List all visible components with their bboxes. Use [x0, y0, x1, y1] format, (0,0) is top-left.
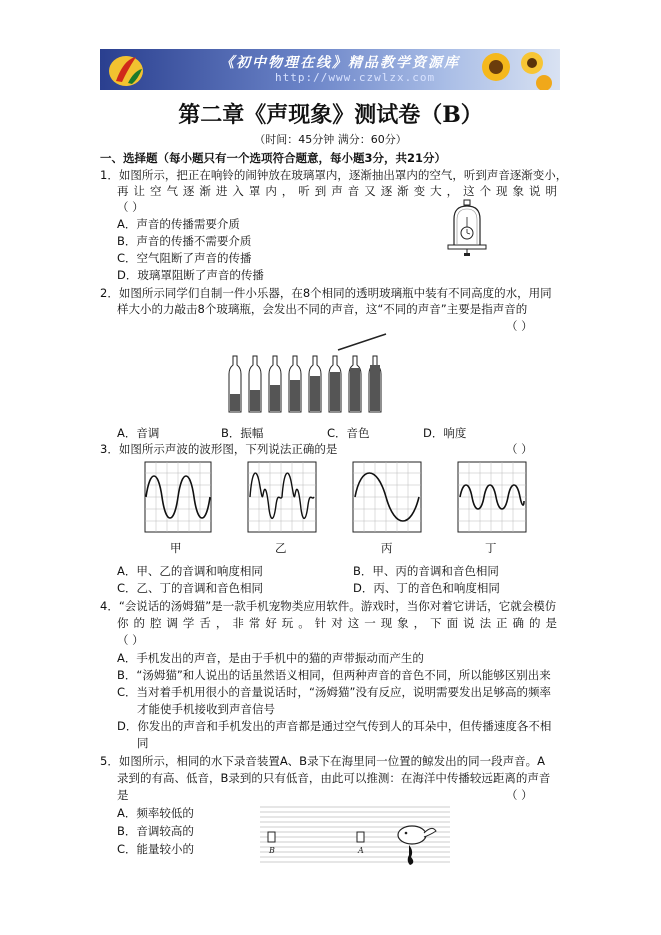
q4-option-a: A．手机发出的声音，是由于手机中的猫的声带振动而产生的 — [117, 651, 424, 665]
page-title: 第二章《声现象》测试卷（B） — [178, 102, 483, 128]
waveform-jia — [144, 461, 212, 533]
q1-option-c: C．空气阻断了声音的传播 — [117, 251, 252, 265]
q2-answer-paren: （ ） — [506, 319, 533, 333]
q3-option-d: D．丙、丁的音色和响度相同 — [353, 581, 500, 595]
wave-label-jia: 甲 — [170, 541, 182, 555]
sunflower-icon — [474, 49, 554, 90]
recorder-a-label: A — [358, 846, 364, 855]
q5-answer-paren: （ ） — [506, 788, 533, 802]
q1-option-b: B．声音的传播不需要介质 — [117, 234, 252, 248]
q2-line2: 样大小的力敲击8个玻璃瓶，会发出不同的声音，这“不同的声音”主要是指声音的 — [117, 302, 528, 316]
q5-option-b: B．音调较高的 — [117, 824, 194, 838]
waveform-yi — [247, 461, 317, 533]
q4-line1: 4．“会说话的汤姆猫”是一款手机宠物类应用软件。游戏时，当你对着它讲话，它就会模仿 — [100, 599, 557, 613]
q2-option-a: A．音调 — [117, 426, 160, 440]
q2-line1: 2．如图所示同学们自制一件小乐器，在8个相同的透明玻璃瓶中装有不同高度的水，用同 — [100, 286, 552, 300]
section-heading: 一、选择题（每小题只有一个选项符合题意，每小题3分，共21分） — [100, 151, 447, 165]
q5-option-a: A．频率较低的 — [117, 806, 194, 820]
q3-option-a: A．甲、乙的音调和响度相同 — [117, 564, 263, 578]
bell-jar-figure — [446, 199, 488, 257]
q4-option-d-line1: D．你发出的声音和手机发出的声音都是通过空气传到人的耳朵中，但传播速度各不相 — [117, 719, 552, 733]
q4-line2: 你的腔调学舌，非常好玩。针对这一现象，下面说法正确的是 — [117, 616, 557, 630]
q2-option-b: B．振幅 — [221, 426, 264, 440]
q1-line2: 再让空气逐渐进入罩内，听到声音又逐渐变大，这个现象说明 — [117, 184, 557, 198]
banner-url: http://www.czwlzx.com — [275, 71, 436, 84]
banner-title: 《初中物理在线》精品教学资源库 — [220, 55, 460, 71]
wave-label-yi: 乙 — [275, 541, 287, 555]
q1-line1: 1．如图所示，把正在响铃的闹钟放在玻璃罩内，逐渐抽出罩内的空气，听到声音逐渐变小， — [100, 168, 568, 182]
q4-option-d-line2: 同 — [137, 736, 149, 750]
q5-line3: 是 — [117, 788, 129, 802]
q5-line2: 录到的有高、低音，B录到的只有低音，由此可以推测：在海洋中传播较远距离的声音 — [117, 771, 551, 785]
wave-label-ding: 丁 — [485, 541, 497, 555]
waveform-ding — [457, 461, 527, 533]
q1-option-a: A．声音的传播需要介质 — [117, 217, 240, 231]
logo-icon — [106, 51, 146, 88]
q2-option-c: C．音色 — [327, 426, 370, 440]
q4-option-c-line2: 才能使手机接收到声音信号 — [137, 702, 275, 716]
q3-option-c: C．乙、丁的音调和音色相同 — [117, 581, 264, 595]
ocean-recorder-figure — [260, 805, 450, 870]
q5-option-c: C．能量较小的 — [117, 842, 195, 856]
waveform-bing — [352, 461, 422, 533]
q1-answer-paren: （ ） — [117, 200, 144, 214]
bottles-figure — [226, 332, 396, 416]
exam-time-info: （时间：45分钟 满分：60分） — [254, 133, 407, 146]
q4-option-c-line1: C．当对着手机用很小的音量说话时，“汤姆猫”没有反应，说明需要发出足够高的频率 — [117, 685, 551, 699]
q3-line1: 3．如图所示声波的波形图，下列说法正确的是 — [100, 442, 338, 456]
header-banner — [100, 49, 560, 90]
q1-option-d: D．玻璃罩阻断了声音的传播 — [117, 268, 264, 282]
q3-answer-paren: （ ） — [506, 442, 533, 456]
q4-option-b: B．“汤姆猫”和人说出的话虽然语义相同，但两种声音的音色不同，所以能够区别出来 — [117, 668, 551, 682]
q5-line1: 5．如图所示，相同的水下录音装置A、B录下在海里同一位置的鲸发出的同一段声音。A — [100, 754, 545, 768]
wave-label-bing: 丙 — [381, 541, 393, 555]
q4-answer-paren: （ ） — [117, 633, 144, 647]
q3-option-b: B．甲、丙的音调和音色相同 — [353, 564, 499, 578]
q2-option-d: D．响度 — [423, 426, 467, 440]
recorder-b-label: B — [269, 846, 275, 855]
